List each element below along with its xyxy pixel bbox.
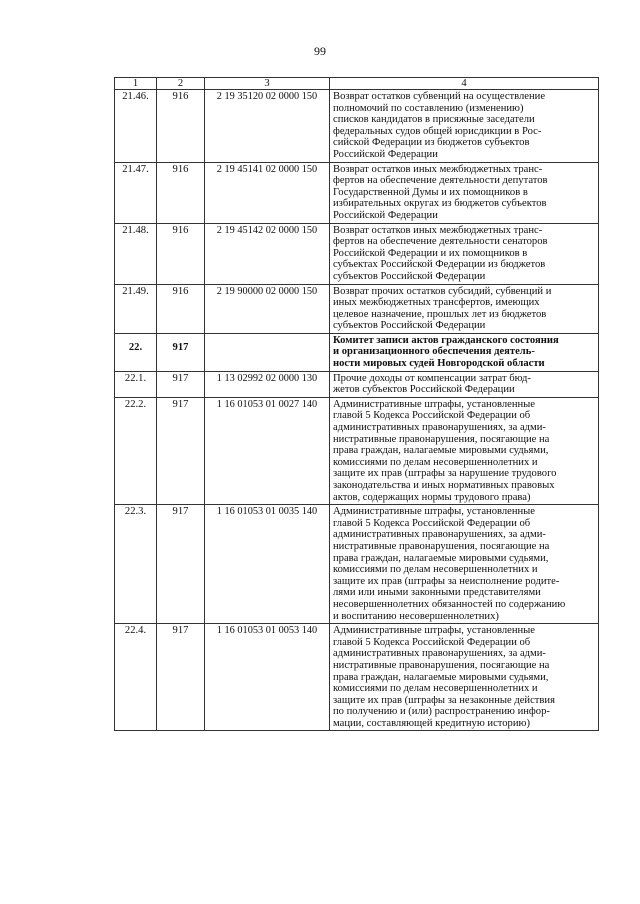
description-line: Российской Федерации	[333, 209, 438, 221]
description-line: комиссиями по делам несовершеннолетних и	[333, 683, 538, 695]
description-line: фертов на обеспечение деятельности депутатов	[333, 175, 548, 187]
description-line: Комитет записи актов гражданского состояния	[333, 334, 559, 346]
row-number: 22.1.	[115, 371, 157, 397]
description-line: Административные штрафы, установленные	[333, 398, 536, 410]
description-line: Административные штрафы, установленные	[333, 506, 536, 518]
revenue-description	[330, 333, 599, 371]
description-line: фертов на обеспечение деятельности сенаторов	[333, 236, 548, 248]
table-row	[115, 505, 599, 624]
description-line: права граждан, налагаемые мировыми судьями,	[333, 671, 549, 683]
description-line: Возврат остатков иных межбюджетных транс-	[333, 224, 543, 236]
description-line: Возврат остатков субвенций на осуществление	[333, 91, 546, 102]
description-line: главой 5 Кодекса Российской Федерации об	[333, 636, 531, 648]
description-line: Государственной Думы и их помощников в	[333, 186, 528, 198]
description-line: субъектов Российской Федерации	[333, 270, 486, 282]
revenue-description	[330, 284, 599, 333]
table-row	[115, 333, 599, 371]
budget-code	[205, 333, 330, 371]
description-line: Возврат прочих остатков субсидий, субвенций и	[333, 285, 552, 297]
description-line: Российской Федерации	[333, 148, 438, 160]
description-line: и организационного обеспечения деятель-	[333, 346, 535, 358]
description-line: иных межбюджетных трансфертов, имеющих	[333, 297, 540, 309]
row-number: 22.3.	[115, 505, 157, 624]
revenue-description	[330, 371, 599, 397]
administrator-code: 916	[157, 90, 205, 163]
description-line: сийской Федерации из бюджетов субъектов	[333, 137, 530, 149]
revenue-description	[330, 624, 599, 731]
description-line: субъектов Российской Федерации	[333, 320, 486, 332]
description-line: главой 5 Кодекса Российской Федерации об	[333, 517, 531, 529]
header-col-2: 2	[157, 78, 205, 90]
budget-code: 1 13 02992 02 0000 130	[205, 371, 330, 397]
budget-code: 2 19 45142 02 0000 150	[205, 223, 330, 284]
budget-classification-table	[114, 77, 599, 731]
revenue-description	[330, 505, 599, 624]
administrator-code: 917	[157, 624, 205, 731]
description-line: права граждан, налагаемые мировыми судьями,	[333, 445, 549, 457]
description-line: субъектах Российской Федерации из бюджетов	[333, 259, 546, 271]
description-line: полномочий по составлению (изменению)	[333, 102, 524, 114]
description-line: федеральных судов общей юрисдикции в Рос-	[333, 125, 542, 137]
description-line: избирательных округах из бюджетов субъектов	[333, 198, 547, 210]
header-col-3: 3	[205, 78, 330, 90]
description-line: Возврат остатков иных межбюджетных транс-	[333, 163, 543, 175]
table-row	[115, 223, 599, 284]
description-line: жетов субъектов Российской Федерации	[333, 384, 515, 396]
table-body	[115, 90, 599, 731]
revenue-description	[330, 162, 599, 223]
budget-code: 2 19 90000 02 0000 150	[205, 284, 330, 333]
administrator-code: 916	[157, 223, 205, 284]
table-row	[115, 371, 599, 397]
revenue-description	[330, 223, 599, 284]
description-line: Административные штрафы, установленные	[333, 625, 536, 637]
description-line: несовершеннолетних обязанностей по содержанию	[333, 598, 566, 610]
description-line: комиссиями по делам несовершеннолетних и	[333, 564, 538, 576]
administrator-code: 917	[157, 397, 205, 504]
row-number: 22.	[115, 333, 157, 371]
budget-code: 1 16 01053 01 0053 140	[205, 624, 330, 731]
description-line: защите их прав (штрафы за незаконные действия	[333, 694, 555, 706]
description-line: нистративные правонарушения, посягающие на	[333, 540, 550, 552]
description-line: защите их прав (штрафы за неисполнение родите-	[333, 575, 560, 587]
description-line: целевое назначение, прошлых лет из бюджетов	[333, 308, 547, 320]
administrator-code: 917	[157, 371, 205, 397]
description-line: нистративные правонарушения, посягающие на	[333, 659, 550, 671]
description-line: административных правонарушениях, за адми-	[333, 648, 546, 660]
description-line: административных правонарушениях, за адми-	[333, 529, 546, 541]
budget-code: 1 16 01053 01 0027 140	[205, 397, 330, 504]
page-number: 99	[314, 44, 326, 58]
header-col-1: 1	[115, 78, 157, 90]
description-line: защите их прав (штрафы за нарушение трудового	[333, 468, 557, 480]
table-row	[115, 90, 599, 163]
administrator-code: 916	[157, 284, 205, 333]
description-line: нистративные правонарушения, посягающие на	[333, 433, 550, 445]
budget-code: 2 19 45141 02 0000 150	[205, 162, 330, 223]
revenue-description	[330, 90, 599, 163]
administrator-code: 917	[157, 333, 205, 371]
administrator-code: 916	[157, 162, 205, 223]
administrator-code: 917	[157, 505, 205, 624]
row-number: 21.49.	[115, 284, 157, 333]
description-line: административных правонарушениях, за адми-	[333, 422, 546, 434]
revenue-description	[330, 397, 599, 504]
description-line: права граждан, налагаемые мировыми судьями,	[333, 552, 549, 564]
budget-code: 2 19 35120 02 0000 150	[205, 90, 330, 163]
row-number: 21.46.	[115, 90, 157, 163]
table-row	[115, 397, 599, 504]
description-line: и воспитанию несовершеннолетних)	[333, 610, 499, 622]
row-number: 22.2.	[115, 397, 157, 504]
description-line: лями или иными законными представителями	[333, 587, 541, 599]
description-line: Прочие доходы от компенсации затрат бюд-	[333, 372, 531, 384]
description-line: главой 5 Кодекса Российской Федерации об	[333, 410, 531, 422]
description-line: списков кандидатов в присяжные заседатели	[333, 114, 535, 126]
description-line: мации, составляющей кредитную историю)	[333, 717, 530, 729]
row-number: 22.4.	[115, 624, 157, 731]
row-number: 21.48.	[115, 223, 157, 284]
row-number: 21.47.	[115, 162, 157, 223]
description-line: комиссиями по делам несовершеннолетних и	[333, 456, 538, 468]
budget-code: 1 16 01053 01 0035 140	[205, 505, 330, 624]
description-line: актов, содержащих нормы трудового права)	[333, 491, 531, 503]
table-row	[115, 624, 599, 731]
description-line: по получению и (или) распространению инфор-	[333, 706, 550, 718]
description-line: Российской Федерации и их помощников в	[333, 247, 528, 259]
table-row	[115, 284, 599, 333]
header-col-4: 4	[330, 78, 599, 90]
table-row	[115, 162, 599, 223]
description-line: ности мировых судей Новгородской области	[333, 358, 545, 370]
table-header-row	[115, 78, 599, 90]
description-line: законодательства и иных нормативных правовых	[333, 480, 555, 491]
